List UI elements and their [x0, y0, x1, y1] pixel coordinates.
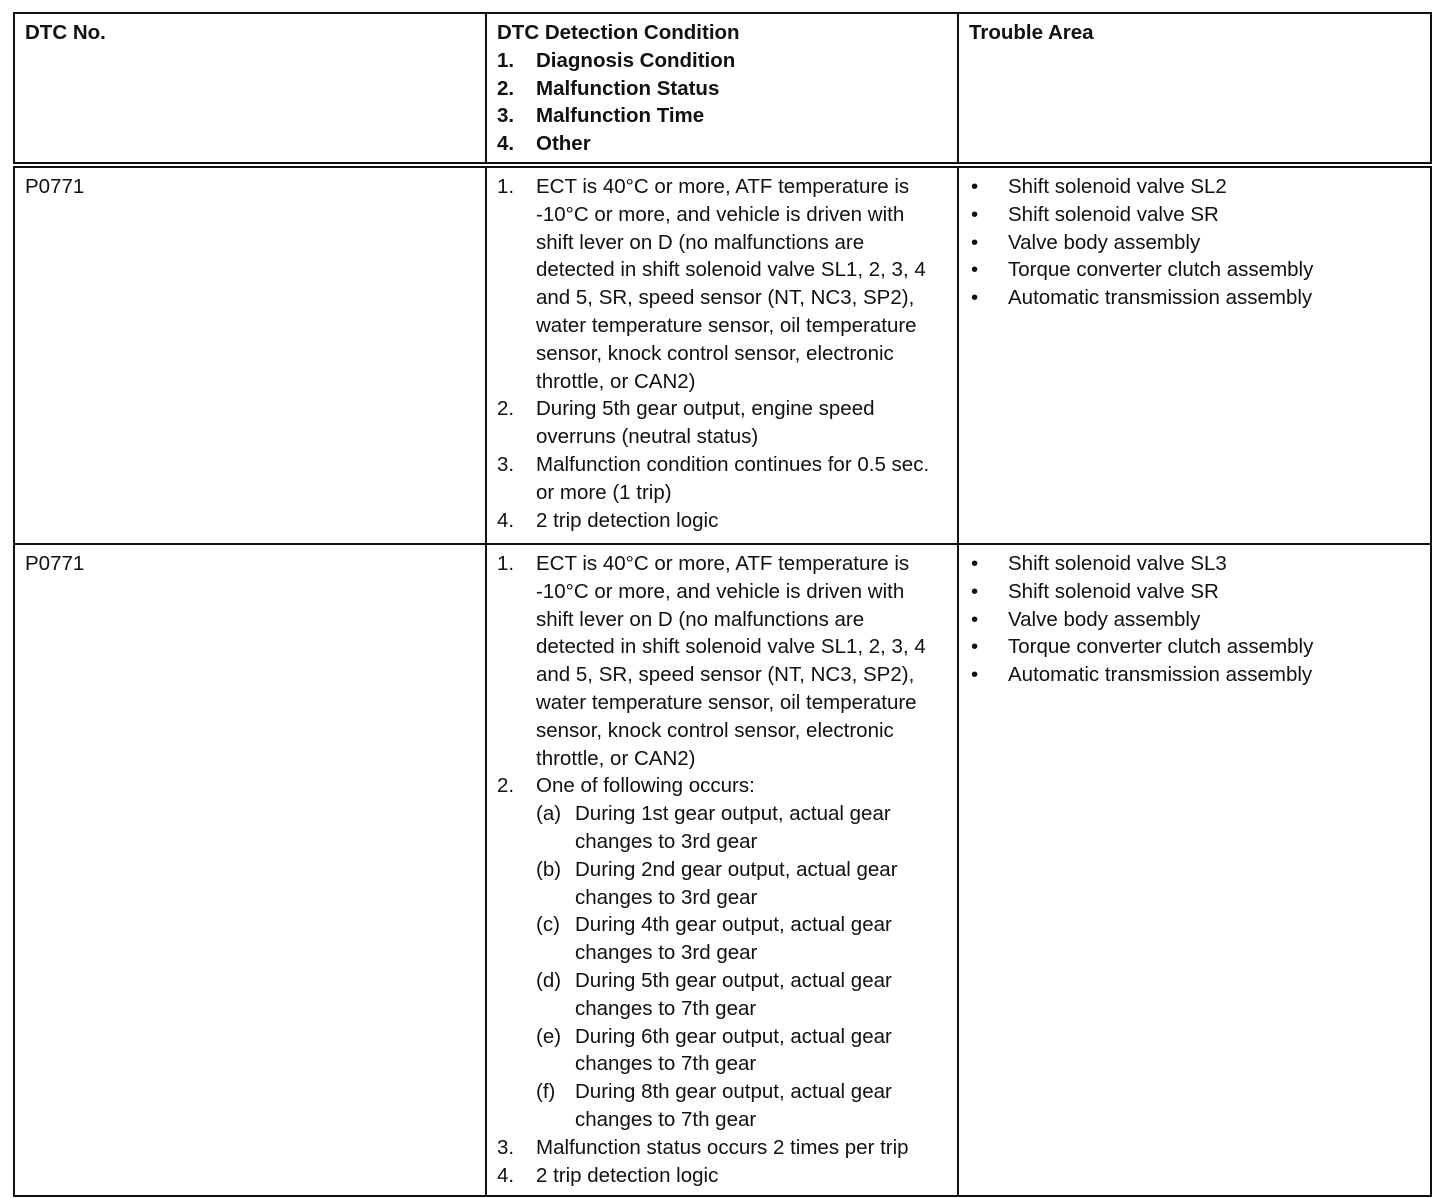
trouble-item: • Shift solenoid valve SL2 — [969, 173, 1420, 201]
dtc-code: P0771 — [14, 165, 486, 544]
bullet-icon: • — [971, 607, 979, 631]
bullet-icon: • — [971, 258, 979, 282]
header-item: 4. Other — [497, 132, 591, 156]
header-trouble-area: Trouble Area — [958, 13, 1431, 165]
trouble-area — [958, 544, 1431, 1196]
bullet-icon: • — [971, 175, 979, 198]
sub-condition: (e) During 6th gear output, actual gear changes to 7th gear — [536, 1024, 892, 1076]
condition-item: 4. 2 trip detection logic — [497, 508, 719, 532]
condition-item: 3. Malfunction condition continues for 0.5 sec. or more (1 trip) — [497, 452, 930, 504]
bullet-icon: • — [971, 230, 979, 254]
sub-condition: (f) During 8th gear output, actual gear changes to 7th gear — [536, 1080, 892, 1131]
trouble-item: • Automatic transmission assembly — [969, 661, 1420, 689]
trouble-item: • Valve body assembly — [969, 229, 1420, 257]
sub-condition: (d) During 5th gear output, actual gear changes to 7th gear — [536, 968, 892, 1020]
bullet-icon: • — [971, 202, 979, 226]
trouble-area — [958, 165, 1431, 544]
trouble-item: • Valve body assembly — [969, 606, 1420, 634]
sub-condition: (a) During 1st gear output, actual gear changes to 3rd gear — [536, 802, 891, 853]
header-detection-condition — [486, 13, 958, 165]
header-item: 1. Diagnosis Condition — [497, 48, 736, 72]
bullet-icon: • — [971, 635, 979, 659]
trouble-item: • Shift solenoid valve SL3 — [969, 550, 1420, 578]
condition-item: 2. One of following occurs: (a) During 1st gear output, actual gear changes to 3rd gear (b) During 2nd gear output, actual gear changes to 3rd gear (c) During 4th gear output, actual gear changes to 3rd gear (d) During 5th gear output, actual gear changes to 7th gear (e) During 6th gear output, actual gear changes to 7th gear (f) During 8th gear output, actual gear changes to 7th gear — [497, 772, 947, 1133]
bullet-icon: • — [971, 286, 979, 310]
detection-conditions — [486, 544, 958, 1196]
sub-condition: (c) During 4th gear output, actual gear changes to 3rd gear — [536, 913, 892, 965]
bullet-icon: • — [971, 552, 979, 575]
dtc-table — [13, 12, 1432, 1197]
trouble-item: • Shift solenoid valve SR — [969, 578, 1420, 606]
bullet-icon: • — [971, 663, 979, 687]
trouble-item: • Shift solenoid valve SR — [969, 201, 1420, 229]
trouble-item: • Automatic transmission assembly — [969, 284, 1420, 312]
bullet-icon: • — [971, 579, 979, 603]
header-item: 2. Malfunction Status — [497, 76, 720, 100]
detection-conditions — [486, 165, 958, 544]
table-row — [14, 165, 1431, 544]
trouble-item: • Torque converter clutch assembly — [969, 633, 1420, 661]
condition-item: 4. 2 trip detection logic — [497, 1163, 719, 1187]
condition-item: 3. Malfunction status occurs 2 times per trip — [497, 1135, 909, 1159]
trouble-item: • Torque converter clutch assembly — [969, 256, 1420, 284]
sub-condition: (b) During 2nd gear output, actual gear changes to 3rd gear — [536, 857, 898, 909]
header-detection-title: DTC Detection Condition — [497, 21, 740, 44]
table-row — [14, 544, 1431, 1196]
condition-item: 1. ECT is 40°C or more, ATF temperature is -10°C or more, and vehicle is driven with shift lever on D (no malfunctions are detected in shift solenoid valve SL1, 2, 3, 4 and 5, SR, speed sensor (NT, NC3, SP2), water temperature sensor, oil temperature sensor, knock control sensor, electronic throttle, or CAN2) — [497, 175, 926, 393]
header-dtc-no: DTC No. — [14, 13, 486, 165]
header-row — [14, 13, 1431, 165]
dtc-code: P0771 — [14, 544, 486, 1196]
header-item: 3. Malfunction Time — [497, 104, 705, 128]
condition-item: 2. During 5th gear output, engine speed overruns (neutral status) — [497, 397, 875, 449]
condition-item: 1. ECT is 40°C or more, ATF temperature is -10°C or more, and vehicle is driven with shift lever on D (no malfunctions are detected in shift solenoid valve SL1, 2, 3, 4 and 5, SR, speed sensor (NT, NC3, SP2), water temperature sensor, oil temperature sensor, knock control sensor, electronic throttle, or CAN2) — [497, 552, 926, 770]
